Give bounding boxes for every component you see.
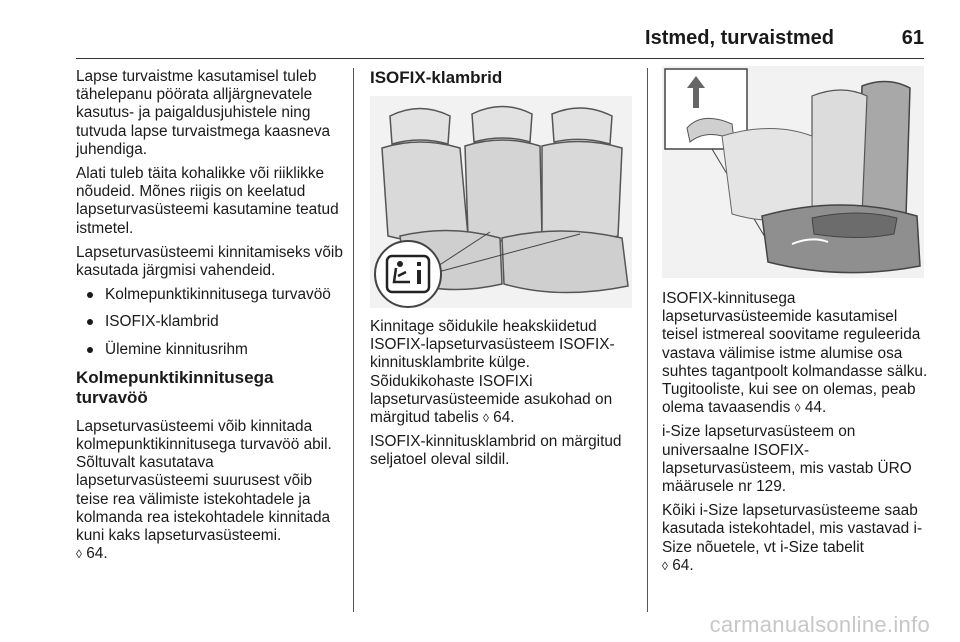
page-reference[interactable]: 44.: [804, 399, 827, 417]
page-header: [76, 0, 924, 59]
column-divider: [647, 68, 648, 612]
section-heading: Kolmepunktikinnitusega turvavöö: [76, 367, 274, 407]
paragraph-text: Lapseturvasüsteemi võib kinnitada kolmepunktikinnitusega turvavöö abil. Sõltuvalt kasutatava lapseturvasüsteemi suurusest võib teise rea välimiste istekohtadele ja kolmanda rea istekohtadele kinnitada kuni kaks lapseturvasüsteemi.: [76, 417, 332, 545]
paragraph: [76, 418, 344, 564]
column-middle: [370, 68, 638, 98]
section-heading: ISOFIX-klambrid: [370, 68, 503, 87]
rear-seats-image: [370, 96, 632, 308]
list-item: Ülemine kinnitusrihm: [76, 341, 344, 359]
list-item: ISOFIX-klambrid: [76, 313, 344, 331]
watermark: carmanualsonline.info: [709, 612, 930, 637]
paragraph: Alati tuleb täita kohalikke või riiklikke nõudeid. Mõnes riigis on keelatud lapseturvasüsteemi kasutamine teatud istmetel.: [76, 165, 339, 237]
paragraph: Lapseturvasüsteemi kinnitamiseks võib kasutada järgmisi vahendeid.: [76, 243, 343, 280]
column-right-text: [662, 290, 928, 581]
page-ref-arrow-icon: ◊: [482, 411, 489, 426]
paragraph: ISOFIX-kinnitusklambrid on märgitud seljatoel oleval sildil.: [370, 433, 622, 469]
paragraph: [370, 318, 638, 427]
page-ref-arrow-icon: ◊: [794, 401, 801, 416]
list-item: Kolmepunktikinnitusega turvavöö: [76, 286, 344, 304]
paragraph: [662, 290, 928, 417]
paragraph: [662, 502, 928, 575]
page-reference[interactable]: 64.: [493, 409, 515, 427]
bullet-list: [76, 286, 344, 359]
column-divider: [353, 68, 354, 612]
isofix-seats-illustration: [370, 96, 632, 308]
seat-adjust-image: [662, 66, 924, 278]
paragraph-text: Kõiki i-Size lapseturvasüsteeme saab kasutada istekohtadel, mis vastavad i-Size nõuetele, vt i-Size tabelit: [662, 502, 923, 556]
page-reference[interactable]: 64.: [86, 545, 108, 563]
column-middle-text: [370, 318, 638, 476]
page-reference[interactable]: 64.: [672, 556, 694, 574]
page-ref-arrow-icon: ◊: [76, 547, 82, 562]
paragraph: Lapse turvaistme kasutamisel tuleb tähelepanu pöörata alljärgnevatele kasutus- ja paigaldusjuhistele ning tutvuda lapse turvaistmega kaasneva juhendiga.: [76, 68, 331, 158]
column-left: [76, 68, 344, 569]
page-number: 61: [901, 27, 924, 49]
page-ref-arrow-icon: ◊: [662, 558, 668, 573]
seat-adjust-illustration: [662, 66, 924, 278]
paragraph-text: ISOFIX-kinnitusega lapseturvasüsteemide kasutamisel teisel istmereal soovitame reguleerida vastava välimise istme alumise osa suhtes tagantpoolt kolmandasse sälku. Tugitooliste, kui see on olemas, peab olema tavaasendis: [662, 290, 928, 417]
section-title: Istmed, turvaistmed: [645, 27, 834, 49]
paragraph: i-Size lapseturvasüsteem on universaalne ISOFIX-lapseturvasüsteem, mis vastab ÜRO määrusele nr 129.: [662, 423, 912, 496]
paragraph-text: Kinnitage sõidukile heakskiidetud ISOFIX-lapseturvasüsteem ISOFIX-kinnitusklambrite külge. Sõidukikohaste ISOFIXi lapseturvasüsteemide asukohad on märgitud tabelis: [370, 318, 615, 427]
